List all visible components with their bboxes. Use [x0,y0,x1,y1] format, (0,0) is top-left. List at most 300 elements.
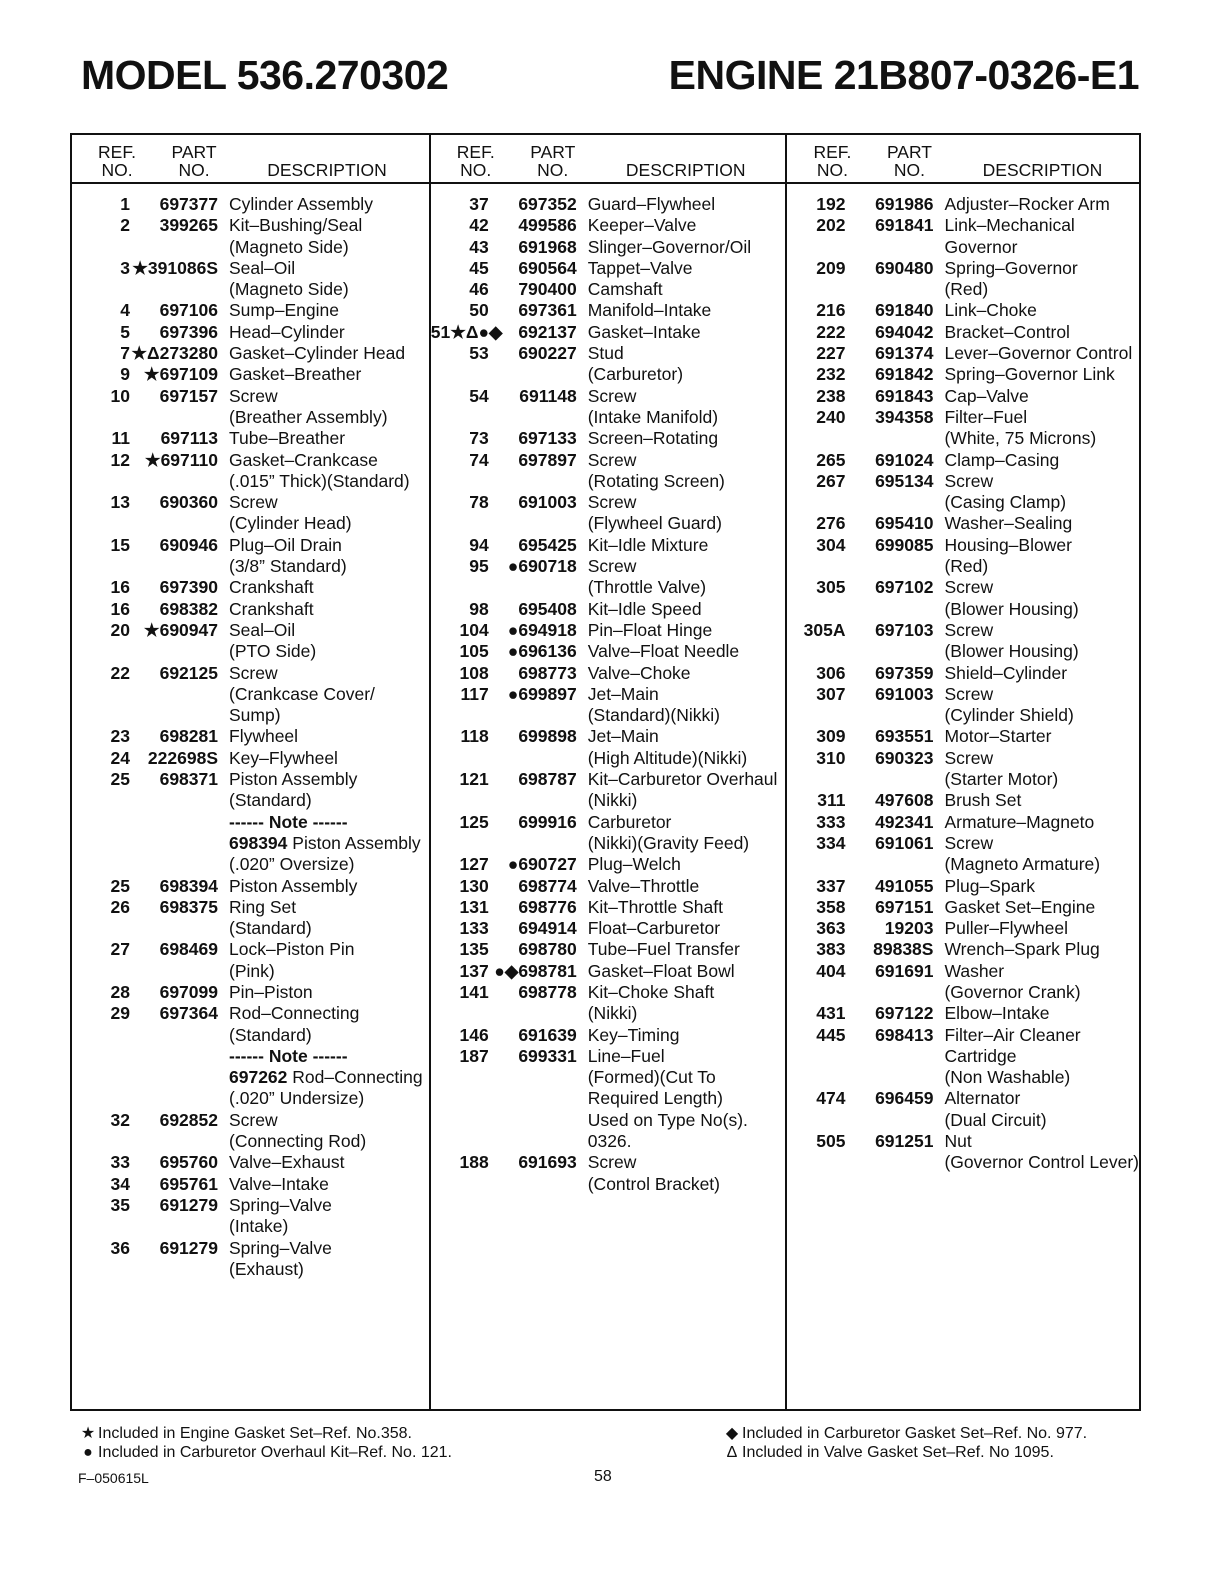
parts-row [787,961,1139,1004]
part-no: 697133 [518,428,577,449]
parts-row [72,620,429,663]
description-line: Guard–Flywheel [587,194,716,214]
description-line: Washer [944,960,1005,981]
parts-row [72,982,429,1003]
parts-row [431,684,786,727]
description [933,748,1139,791]
description-line: Valve–Float Needle [587,641,740,662]
description [577,535,786,556]
parts-row [431,641,786,662]
description-line: Screw [229,492,278,513]
description [933,343,1139,364]
description-line: Tube–Breather [229,428,346,449]
parts-row [431,939,786,960]
part-no: 691003 [875,683,934,704]
description-line: Kit–Choke Shaft [587,981,715,1002]
parts-row [787,1088,1139,1131]
parts-row [787,897,1139,918]
description [577,982,786,1025]
parts-row [72,428,429,449]
description [218,897,429,940]
parts-row [431,343,786,386]
description [218,364,429,385]
ref-no: 22 [110,662,130,683]
parts-row [787,620,1139,663]
description-line: (Carburetor) [587,364,684,385]
description [218,577,429,598]
description [218,1110,429,1153]
ref-no: 307 [816,683,846,704]
parts-row [431,322,786,343]
description-line: Plug–Oil Drain [229,534,342,555]
description-line: (Pink) [229,960,275,981]
footnote-text: Included in Carburetor Overhaul Kit–Ref. No. 121. [98,1444,452,1461]
description [218,620,429,663]
part-no: 695760 [159,1152,218,1173]
ref-no: 35 [110,1194,130,1215]
description-line: Key–Timing [587,1024,680,1045]
description-line: (Magneto Side) [229,279,349,300]
description-line: Sump–Engine [229,300,339,321]
part-no-header: PART NO. [886,142,932,180]
description-line: Gasket–Crankcase [229,449,378,470]
ref-no: 37 [469,194,489,214]
part-no: 697102 [875,577,934,598]
part-no-header: PART NO. [171,142,217,180]
description-line: 0326. [587,1131,632,1152]
part-no: 698394 [159,875,218,896]
description-line: (Flywheel Guard) [587,513,722,534]
part-no: ★697109 [143,364,218,385]
parts-row [72,599,429,620]
part-no: 691003 [518,492,577,513]
parts-row [431,237,786,258]
description-line: Float–Carburetor [587,918,721,939]
ref-no: 383 [816,939,846,960]
description [933,1131,1139,1174]
parts-row [787,684,1139,727]
parts-row [72,577,429,598]
parts-row [431,961,786,982]
parts-row [72,939,429,982]
parts-row [72,194,429,215]
description-line: Screw [944,832,994,853]
part-no: 691279 [159,1237,218,1258]
parts-row [431,599,786,620]
ref-no: 42 [469,215,489,236]
part-no: 499586 [518,215,577,236]
description [218,492,429,535]
description-line: Link–Choke [944,300,1037,321]
description-line: Elbow–Intake [944,1003,1050,1024]
description [577,1152,786,1195]
ref-no: 192 [816,194,846,214]
ref-no: 23 [110,726,130,747]
description-line: Tappet–Valve [587,257,693,278]
description [933,812,1139,833]
parts-row [787,258,1139,301]
description [933,386,1139,407]
description-line: Spring–Governor [944,257,1078,278]
part-no: ●690727 [507,854,577,875]
description-line: (Nikki) [587,1003,638,1024]
part-no: 697364 [159,1003,218,1024]
description [933,577,1139,620]
parts-row [431,1152,786,1195]
ref-no: 306 [816,662,846,683]
part-no: 691691 [875,960,934,981]
part-no: 693551 [875,726,934,747]
description-line: Screw [944,470,994,491]
description-line: (Non Washable) [944,1067,1071,1088]
ref-no: 135 [459,939,489,960]
description-line: Stud [587,343,624,364]
part-no: 691061 [875,832,934,853]
ref-no: 358 [816,896,846,917]
description-line: Required Length) [587,1088,723,1109]
part-no: 790400 [518,279,577,300]
description [933,1025,1139,1089]
ref-no: 29 [110,1003,130,1024]
description [933,471,1139,514]
description [577,1025,786,1046]
description [933,876,1139,897]
description-line: (Governor Control Lever) [944,1152,1139,1173]
ref-no-header: REF. NO. [813,142,852,180]
parts-row [431,726,786,769]
parts-row [431,300,786,321]
description-line: (White, 75 Microns) [944,428,1097,449]
description [218,1003,429,1109]
description [933,726,1139,747]
part-no: ★697110 [144,449,218,470]
part-no: 691251 [875,1131,934,1152]
parts-row [72,386,429,429]
parts-row [72,897,429,940]
note-part-no: 697262 [229,1067,288,1088]
part-no: 698780 [518,939,577,960]
description-line: Plug–Welch [587,854,681,875]
description [933,535,1139,578]
description-line: Crankshaft [229,577,314,598]
parts-row [787,471,1139,514]
description [933,215,1139,258]
description [933,407,1139,450]
description-line: Flywheel [229,726,299,747]
ref-no: 309 [816,726,846,747]
description-line: (Standard) [229,1024,312,1045]
description [218,599,429,620]
note-line [229,833,429,854]
part-no: 698382 [159,598,218,619]
description-line: Screw [229,385,278,406]
parts-row [787,322,1139,343]
part-no: 691148 [519,385,577,406]
part-no: 692852 [159,1109,218,1130]
diamond-icon: ◆ [725,1425,739,1442]
parts-row [787,535,1139,578]
description-line: Screw [229,662,278,683]
description [933,364,1139,385]
parts-row [787,939,1139,960]
description [218,300,429,321]
description-line: (Red) [944,279,989,300]
ref-no: 188 [459,1152,489,1173]
part-no: 696459 [875,1088,934,1109]
description-line: Gasket–Float Bowl [587,960,735,981]
column-header [72,135,429,184]
column-header [431,135,786,184]
part-no: 222698S [147,747,218,768]
description [577,300,786,321]
part-no: ★Δ273280 [131,343,218,364]
part-no: 691024 [875,449,934,470]
description-line: (Nikki) [587,790,638,811]
ref-no: 445 [816,1024,846,1045]
ref-no: 146 [459,1024,489,1045]
description-line: Housing–Blower [944,534,1072,555]
parts-row [72,364,429,385]
description-line: (Connecting Rod) [229,1131,367,1152]
description-line: (Starter Motor) [944,769,1059,790]
description-line: Filter–Air Cleaner [944,1024,1081,1045]
description [933,684,1139,727]
ref-no: 187 [459,1045,489,1066]
part-no: 692125 [159,662,218,683]
description-line: (Casing Clamp) [944,492,1067,513]
description [218,386,429,429]
ref-no: 216 [816,300,846,321]
ref-no: 98 [469,598,489,619]
description-line: Link–Mechanical [944,215,1075,236]
ref-no: 33 [110,1152,130,1173]
parts-row [431,492,786,535]
ref-no: 32 [110,1109,130,1130]
parts-row [431,854,786,875]
description [218,726,429,747]
parts-row [787,1003,1139,1024]
footnote [722,1443,1087,1462]
description-line: (Standard) [229,918,312,939]
note-part-no: 698394 [229,832,288,853]
description [577,556,786,599]
description-line: Screw [587,492,637,513]
description-line: (Cylinder Shield) [944,705,1074,726]
parts-row [787,726,1139,747]
parts-row [431,386,786,429]
part-no: 697113 [160,428,218,449]
ref-no-header: REF. NO. [456,142,495,180]
ref-no: 118 [460,726,489,747]
footnotes-right [722,1424,1087,1462]
ref-no: 130 [459,875,489,896]
ref-no: 141 [459,981,489,1002]
ref-no: 45 [469,257,489,278]
description [933,833,1139,876]
ref-no: 13 [110,492,130,513]
description-line: Jet–Main [587,726,659,747]
part-no: 698371 [159,769,218,790]
description [577,386,786,429]
description [933,194,1139,215]
description-line: (Control Bracket) [587,1173,720,1194]
part-no: 697103 [875,619,934,640]
parts-row [72,492,429,535]
ref-no: 104 [459,619,489,640]
part-no: 698774 [518,875,577,896]
star-icon: ★ [80,1425,96,1442]
part-no: 697157 [159,385,218,406]
part-no: 697390 [159,577,218,598]
description [577,258,786,279]
description-line: Line–Fuel [587,1045,665,1066]
description-line: (Exhaust) [229,1258,304,1279]
description-line: Pin–Piston [229,981,313,1002]
part-no: 699916 [518,811,577,832]
parts-row [72,769,429,875]
parts-row [431,897,786,918]
ref-no: 267 [816,470,846,491]
ref-no: 127 [459,854,489,875]
part-no: 698281 [159,726,218,747]
description-line: (Cylinder Head) [229,513,352,534]
description-line: Ring Set [229,896,297,917]
ref-no: 311 [817,790,846,811]
model-title: MODEL 536.270302 [81,52,449,98]
ref-no: 304 [816,534,846,555]
description-line: Seal–Oil [229,257,296,278]
part-no: 699085 [875,534,934,555]
parts-row [431,450,786,493]
part-no: 690564 [518,257,577,278]
part-no: 399265 [159,215,218,236]
part-no: 491055 [875,875,934,896]
parts-row [431,663,786,684]
ref-no: 3 [120,257,130,278]
description [577,918,786,939]
ref-no: 26 [110,896,130,917]
description-line: Valve–Exhaust [229,1152,345,1173]
ref-no: 25 [110,769,130,790]
description-line: Used on Type No(s). [587,1109,748,1130]
description [933,258,1139,301]
ref-no: 46 [469,279,489,300]
parts-row [787,450,1139,471]
ref-no: 43 [469,236,489,257]
ref-no: 73 [469,428,489,449]
description-line: Jet–Main [587,683,659,704]
part-no: ●◆698781 [494,960,577,981]
ref-no: 505 [816,1131,846,1152]
footnote [722,1424,1087,1443]
parts-column-3 [785,135,1139,1409]
description-line: Governor [944,236,1018,257]
description [933,961,1139,1004]
description [933,513,1139,534]
ref-no: 305A [803,619,846,640]
part-no: 695410 [875,513,934,534]
part-no: 698773 [518,662,577,683]
note-text: Rod–Connecting [292,1067,423,1088]
description [577,492,786,535]
part-no: 691968 [518,236,577,257]
description-line: (Breather Assembly) [229,406,388,427]
footnote [78,1443,452,1462]
ref-no: 265 [816,449,846,470]
description-line: (Magneto Side) [229,236,349,257]
description-line: (Standard)(Nikki) [587,705,720,726]
part-no: 692137 [518,321,577,342]
footnote [78,1424,452,1443]
description [577,961,786,982]
description-line: Rod–Connecting [229,1003,360,1024]
part-no: 691843 [875,385,934,406]
parts-row [72,1238,429,1281]
description-line: Keeper–Valve [587,215,697,236]
description-line: Screw [944,683,994,704]
part-no-header: PART NO. [530,142,576,180]
description-line: (Nikki)(Gravity Feed) [587,832,750,853]
description-line: (Red) [944,556,989,577]
part-no: 697099 [159,981,218,1002]
parts-row [72,322,429,343]
ref-no: 125 [459,811,489,832]
description-line: Screw [587,385,637,406]
parts-row [72,726,429,747]
ref-no: 227 [816,343,846,364]
ref-no: 209 [816,257,846,278]
description-line: Kit–Bushing/Seal [229,215,363,236]
parts-row [787,300,1139,321]
parts-row [431,428,786,449]
part-no: 695425 [518,534,577,555]
parts-row [72,748,429,769]
part-no: 697122 [875,1003,934,1024]
description-line: Spring–Valve [229,1237,332,1258]
parts-row [431,194,786,215]
part-no: 690227 [518,343,577,364]
parts-row [431,215,786,236]
description [933,790,1139,811]
description-line: (Formed)(Cut To [587,1067,716,1088]
description-line: Puller–Flywheel [944,918,1068,939]
part-no: ●696136 [507,641,577,662]
parts-row [787,1025,1139,1089]
parts-row [787,364,1139,385]
ref-no-header: REF. NO. [98,142,136,180]
ref-no: 94 [469,534,489,555]
part-no: 492341 [875,811,934,832]
part-no: 691842 [875,364,934,385]
footnote-text: Included in Engine Gasket Set–Ref. No.358. [98,1425,412,1442]
ref-no: 27 [110,939,130,960]
description [577,620,786,641]
ref-no: 74 [469,449,489,470]
part-no: 691840 [875,300,934,321]
ref-no: 222 [816,321,846,342]
part-no: ●694918 [507,619,577,640]
part-no: 695134 [875,470,934,491]
description [218,663,429,727]
description-line: Key–Flywheel [229,747,338,768]
description-line: Camshaft [587,279,663,300]
ref-no: 51★Δ●◆ [430,321,503,342]
description [577,939,786,960]
description-line: (High Altitude)(Nikki) [587,747,748,768]
description-line: Screen–Rotating [587,428,719,449]
parts-list [431,184,786,1195]
description [577,428,786,449]
